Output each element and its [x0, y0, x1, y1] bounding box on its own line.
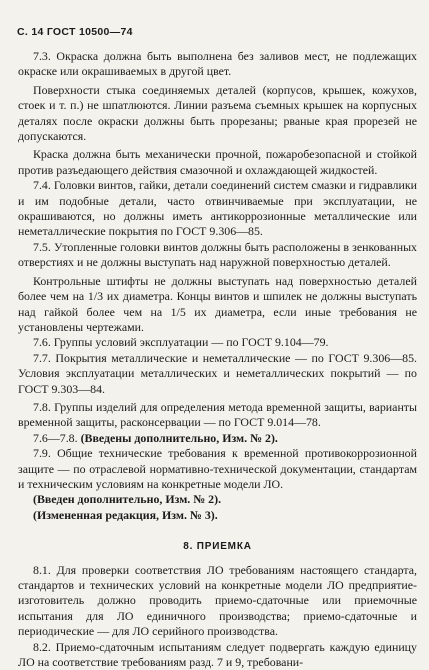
paragraph-paint-durability: Краска должна быть механически прочной, пожаробезопасной и стойкой против разъедающего действия смазочной и охлаждающей жидкостей.	[18, 147, 417, 177]
page-header: С. 14 ГОСТ 10500—74	[17, 26, 133, 38]
paragraph-7-4: 7.4. Головки винтов, гайки, детали соединений систем смазки и гидравлики и им подобные детали, часто отвинчиваемые при эксплуатации, не окрашиваются, но должны иметь антикоррозионные металлические или неметаллические покрытия по ГОСТ 9.306—85.	[18, 178, 417, 239]
amendment-ref: 7.6—7.8.	[33, 430, 78, 445]
paragraph-7-3: 7.3. Окраска должна быть выполнена без заливов мест, не подлежащих окраске или окрашиваемых в другой цвет.	[18, 49, 417, 79]
paragraph-7-6: 7.6. Группы условий эксплуатации — по ГОСТ 9.104—79.	[33, 335, 329, 350]
amendment-note-2: (Введен дополнительно, Изм. № 2).	[33, 492, 222, 507]
page-content	[18, 49, 417, 670]
paragraph-7-7: 7.7. Покрытия металлические и неметаллические — по ГОСТ 9.306—85. Условия эксплуатации металлических и неметаллических покрытий — по ГОСТ 9.303—84.	[18, 350, 417, 396]
amendment-note-3: (Измененная редакция, Изм. № 3).	[33, 507, 218, 522]
paragraph-joint-surfaces: Поверхности стыка соединяемых деталей (корпусов, крышек, кожухов, стоек и т. п.) не шпатлюются. Линии разъема съемных крышек на корпусных деталях после окраски должны быть прорезаны; рваные края прорезей не допускаются.	[18, 82, 417, 144]
section-title: 8. ПРИЕМКА	[183, 541, 252, 553]
paragraph-7-9: 7.9. Общие технические требования к временной противокоррозионной защите — по отраслевой нормативно-технической документации, стандартам и техническим условиям на конкретные модели ЛО.	[18, 446, 417, 491]
paragraph-7-8: 7.8. Группы изделий для определения метода временной защиты, варианты временной защиты, расконсервации — по ГОСТ 9.014—78.	[18, 399, 417, 430]
paragraph-8-2: 8.2. Приемо-сдаточным испытаниям следует подвергать каждую единицу ЛО на соответствие требованиям разд. 7 и 9, требовани-	[18, 639, 417, 670]
paragraph-amendment-7-6-7-8	[18, 431, 417, 446]
amendment-note: (Введены дополнительно, Изм. № 2).	[80, 430, 278, 445]
paragraph-7-5: 7.5. Утопленные головки винтов должны быть расположены в зенкованных отверстиях и не должны выступать над наружной поверхностью деталей.	[18, 239, 417, 270]
paragraph-8-1: 8.1. Для проверки соответствия ЛО требованиям настоящего стандарта, стандартов и технических условий на конкретные модели ЛО предприятие-изготовитель должно проводить приемо-сдаточные или приемочные испытания для ЛО единичного производства; приемо-сдаточные и периодические — для ЛО серийного производства.	[18, 562, 417, 639]
paragraph-control-pins: Контрольные штифты не должны выступать над поверхностью деталей более чем на 1/3 их диаметра. Концы винтов и шпилек не должны выступать над гайкой более чем на 1/5 их диаметра, если иные требования не установлены чертежами.	[18, 273, 417, 334]
